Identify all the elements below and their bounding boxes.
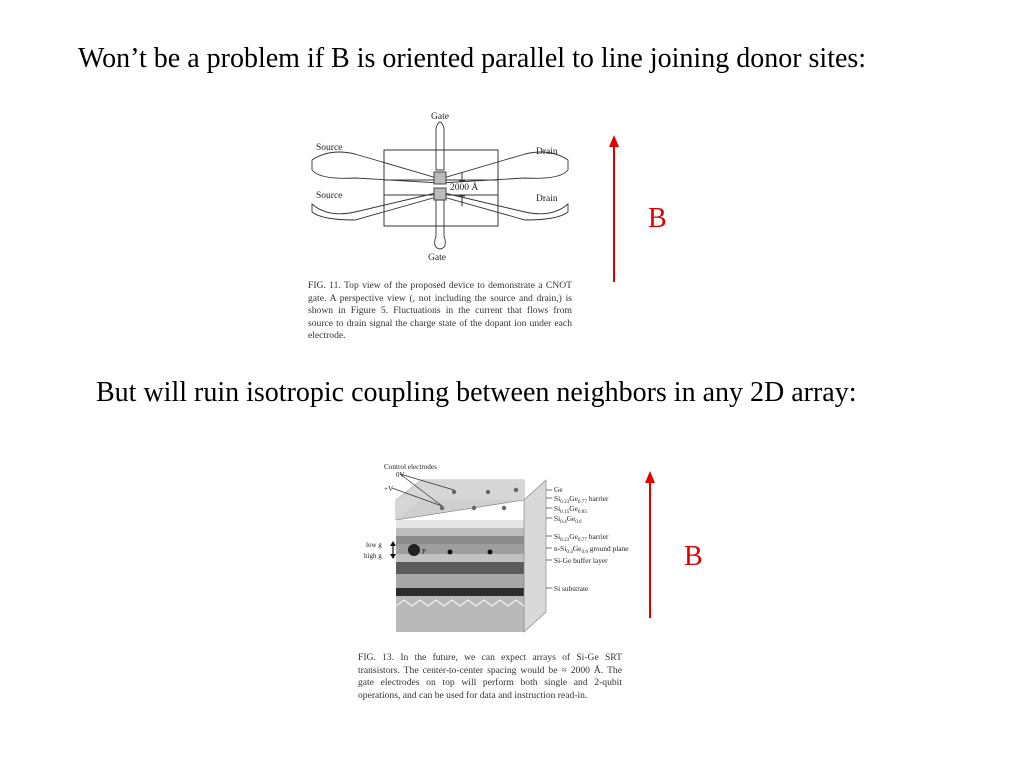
magnetic-field-arrow-lower bbox=[642, 470, 658, 620]
statement-isotropic-coupling: But will ruin isotropic coupling between neighbors in any 2D array: bbox=[96, 377, 857, 408]
fig13-donor bbox=[488, 550, 493, 555]
fig13-barrier-top-label: $Si_{0.23}Ge_{0.77}$ barrier bbox=[554, 494, 609, 505]
fig11-gate-top-electrode bbox=[436, 122, 444, 170]
fig13-ge-label: Ge bbox=[554, 485, 563, 494]
fig11-lower-gate-pad bbox=[434, 188, 446, 200]
fig13-substrate-label: Si substrate bbox=[554, 584, 589, 593]
fig11-upper-gate-pad bbox=[434, 172, 446, 184]
fig13-electrode-dot bbox=[514, 488, 518, 492]
fig13-buffer-label: Si-Ge buffer layer bbox=[554, 556, 608, 565]
fig13-low-g-label: low g bbox=[366, 541, 382, 549]
fig11-gate-bottom-electrode bbox=[435, 200, 446, 249]
fig11-gate-top-label: Gate bbox=[431, 112, 449, 122]
fig13-zero-v-label: 0V bbox=[396, 471, 405, 479]
fig11-source-lower-label: Source bbox=[316, 191, 343, 201]
fig13-electrode-dot bbox=[440, 506, 444, 510]
fig13-control-electrodes-label: Control electrodes bbox=[384, 463, 437, 471]
fig13-layer-barrier bbox=[396, 528, 524, 536]
fig13-ground-plane-label: $n-Si_{0.4}Ge_{0.6}$ ground plane bbox=[554, 544, 629, 555]
fig13-high-g-label: high g bbox=[364, 552, 382, 560]
fig13-layer-substrate bbox=[396, 596, 524, 632]
fig13-si04ge06-label: $Si_{0.4}Ge_{0.6}$ bbox=[554, 514, 582, 525]
fig11-source-upper-electrode bbox=[312, 152, 440, 183]
fig13-caption: FIG. 13. In the future, we can expect arrays of Si-Ge SRT transistors. The center-to-center spacing would be ≈ 2000 Å. The gate electrodes on top will perform both single and 2-qubit operations, and can be used for data and instruction read-in. bbox=[358, 652, 622, 701]
fig11-caption: FIG. 11. Top view of the proposed device to demonstrate a CNOT gate. A perspective view (, not including the source and drain,) is shown in Figure 5. Fluctuations in the current that flows from source to drain signal the charge state of the dopant ion under each electrode. bbox=[308, 280, 572, 341]
fig13-donor-p bbox=[408, 544, 420, 556]
fig11-device-diagram bbox=[300, 108, 580, 278]
fig11-drain-lower-label: Drain bbox=[536, 194, 558, 204]
fig13-side-face bbox=[524, 480, 546, 632]
fig13-electrode-dot bbox=[502, 506, 506, 510]
fig13-barrier-bottom-label: $Si_{0.23}Ge_{0.77}$ barrier bbox=[554, 532, 609, 543]
fig13-electrode-dot bbox=[486, 490, 490, 494]
fig13-layer-si015ge085 bbox=[396, 536, 524, 544]
fig13-p-label: P bbox=[422, 548, 426, 556]
figure-11 bbox=[300, 108, 580, 346]
magnetic-field-arrow-upper bbox=[606, 134, 622, 284]
fig13-heterostructure-diagram bbox=[356, 460, 629, 640]
fig13-layer-dark-band bbox=[396, 588, 524, 596]
magnetic-field-label-lower: B bbox=[684, 541, 703, 572]
fig13-donor bbox=[448, 550, 453, 555]
fig13-electrode-dot bbox=[452, 490, 456, 494]
fig13-plus-v-label: +V bbox=[384, 485, 394, 493]
figure-13 bbox=[356, 460, 629, 712]
fig13-si015ge085-label: $Si_{0.15}Ge_{0.85}$ bbox=[554, 504, 587, 515]
statement-parallel-field: Won’t be a problem if B is oriented parallel to line joining donor sites: bbox=[78, 43, 867, 74]
fig13-layer-buffer bbox=[396, 574, 524, 588]
fig11-gate-bottom-label: Gate bbox=[428, 253, 446, 263]
fig11-drain-upper-label: Drain bbox=[536, 147, 558, 157]
magnetic-field-label-upper: B bbox=[648, 203, 667, 234]
fig13-layer-ground-plane bbox=[396, 562, 524, 574]
fig11-spacing-label: 2000 Å bbox=[450, 183, 479, 193]
fig13-layer-ge bbox=[396, 520, 524, 528]
fig11-source-upper-label: Source bbox=[316, 143, 343, 153]
fig13-electrode-dot bbox=[472, 506, 476, 510]
